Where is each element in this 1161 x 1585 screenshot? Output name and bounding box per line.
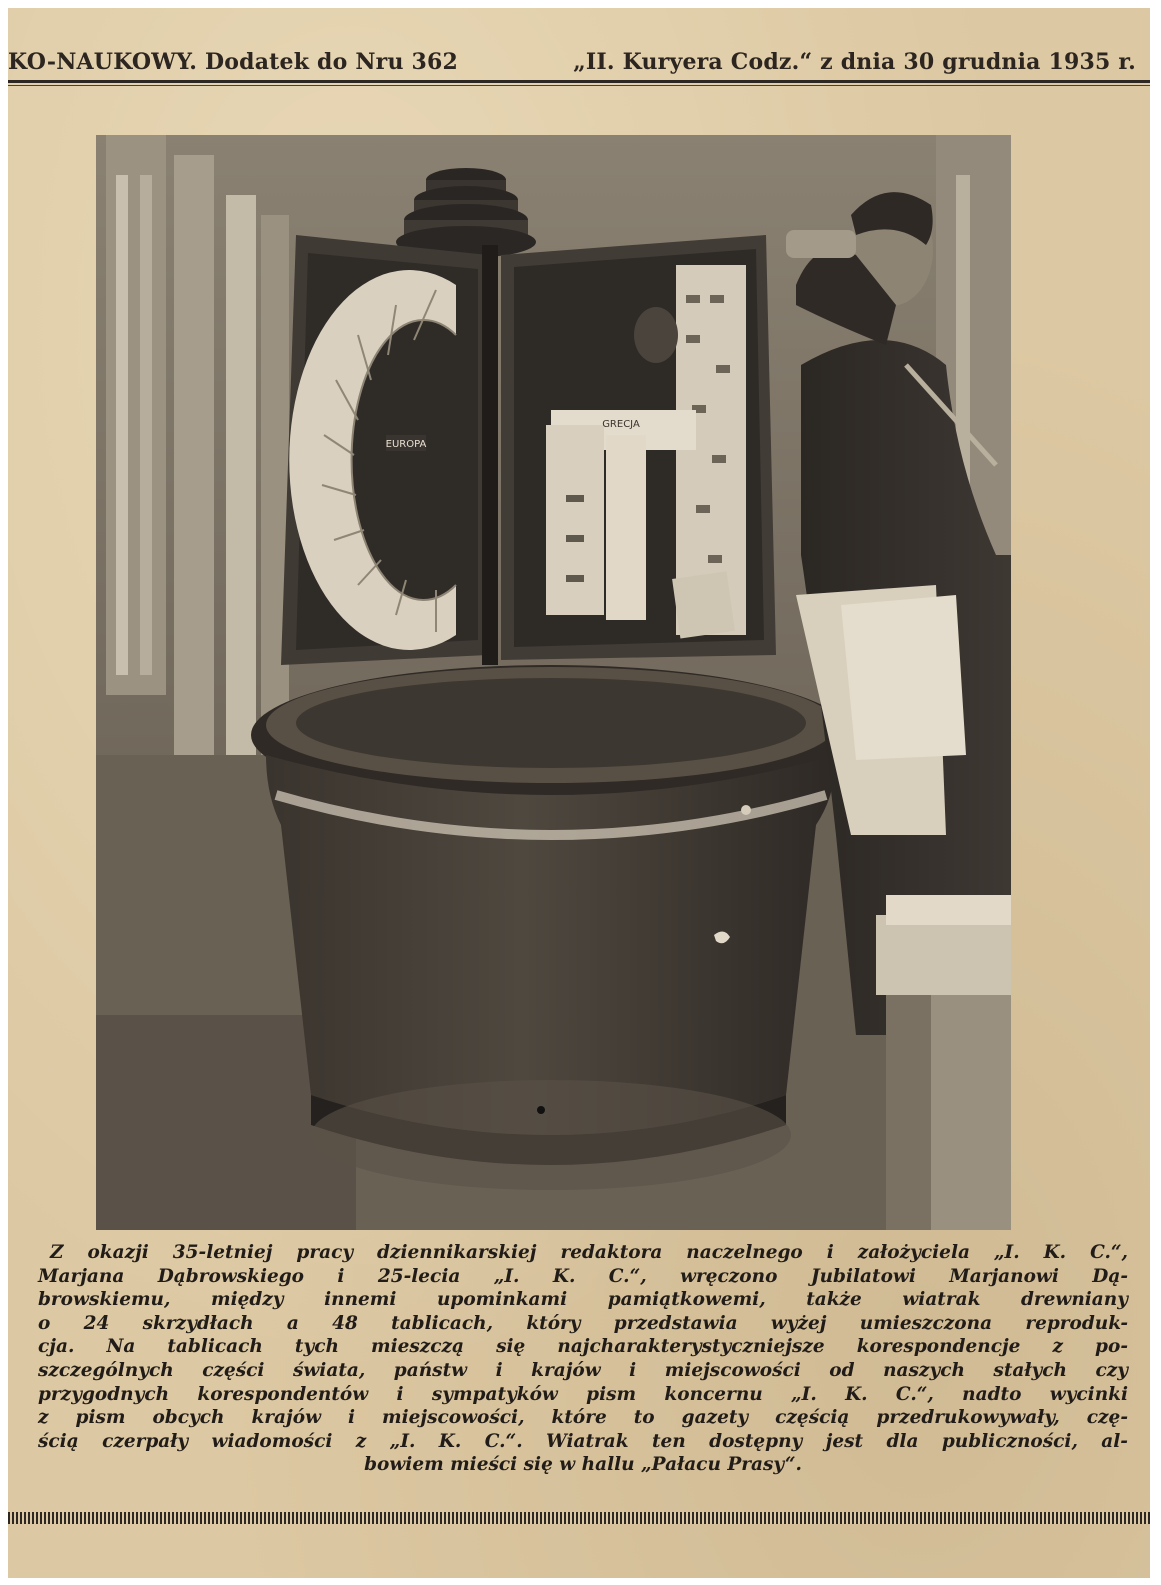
caption-line: z pism obcych krajów i miejscowości, które to gazety częścią przedrukowywały, czę- — [38, 1407, 1128, 1429]
caption-line: przygodnych korespondentów i sympatyków pism koncernu „I. K. C.“, nadto wycinki — [38, 1383, 1128, 1405]
caption-line: Marjana Dąbrowskiego i 25-lecia „I. K. C.“, wręczono Jubilatowi Marjanowi Dą- — [38, 1265, 1128, 1287]
panel-label-right: GRECJA — [602, 419, 640, 430]
header-section-title: KO-NAUKOWY. Dodatek do Nru 362 — [8, 49, 459, 75]
caption-line: o 24 skrzydłach a 48 tablicach, który przedstawia wyżej umieszczona reproduk- — [38, 1312, 1128, 1334]
caption-line: bowiem mieści się w hallu „Pałacu Prasy“. — [364, 1454, 802, 1476]
page-header — [8, 41, 1150, 81]
newspaper-clipping — [8, 8, 1150, 1578]
caption-line: szczególnych części świata, państw i krajów i miejscowości od naszych stałych czy — [38, 1359, 1128, 1381]
footer-rule — [8, 1512, 1150, 1524]
header-rule — [8, 80, 1150, 83]
header-issue-date: „II. Kuryera Codz.“ z dnia 30 grudnia 1935 r. — [573, 49, 1136, 75]
photo-caption — [38, 1241, 1128, 1477]
panel-label-left: EUROPA — [385, 439, 427, 450]
caption-line: ścią czerpały wiadomości z „I. K. C.“. Wiatrak ten dostępny jest dla publiczności, al- — [38, 1430, 1128, 1452]
caption-line: Z okazji 35-letniej pracy dziennikarskiej redaktora naczelnego i założyciela „I. K. C.“, — [50, 1242, 1128, 1263]
photo-reproduction — [96, 135, 1011, 1230]
photo-illustration — [96, 135, 1011, 1230]
caption-line: cja. Na tablicach tych mieszczą się najcharakterystyczniejsze korespondencje z po- — [38, 1336, 1128, 1358]
caption-line: browskiemu, między innemi upominkami pamiątkowemi, także wiatrak drewniany — [38, 1289, 1128, 1311]
header-rule-thin — [8, 85, 1150, 86]
